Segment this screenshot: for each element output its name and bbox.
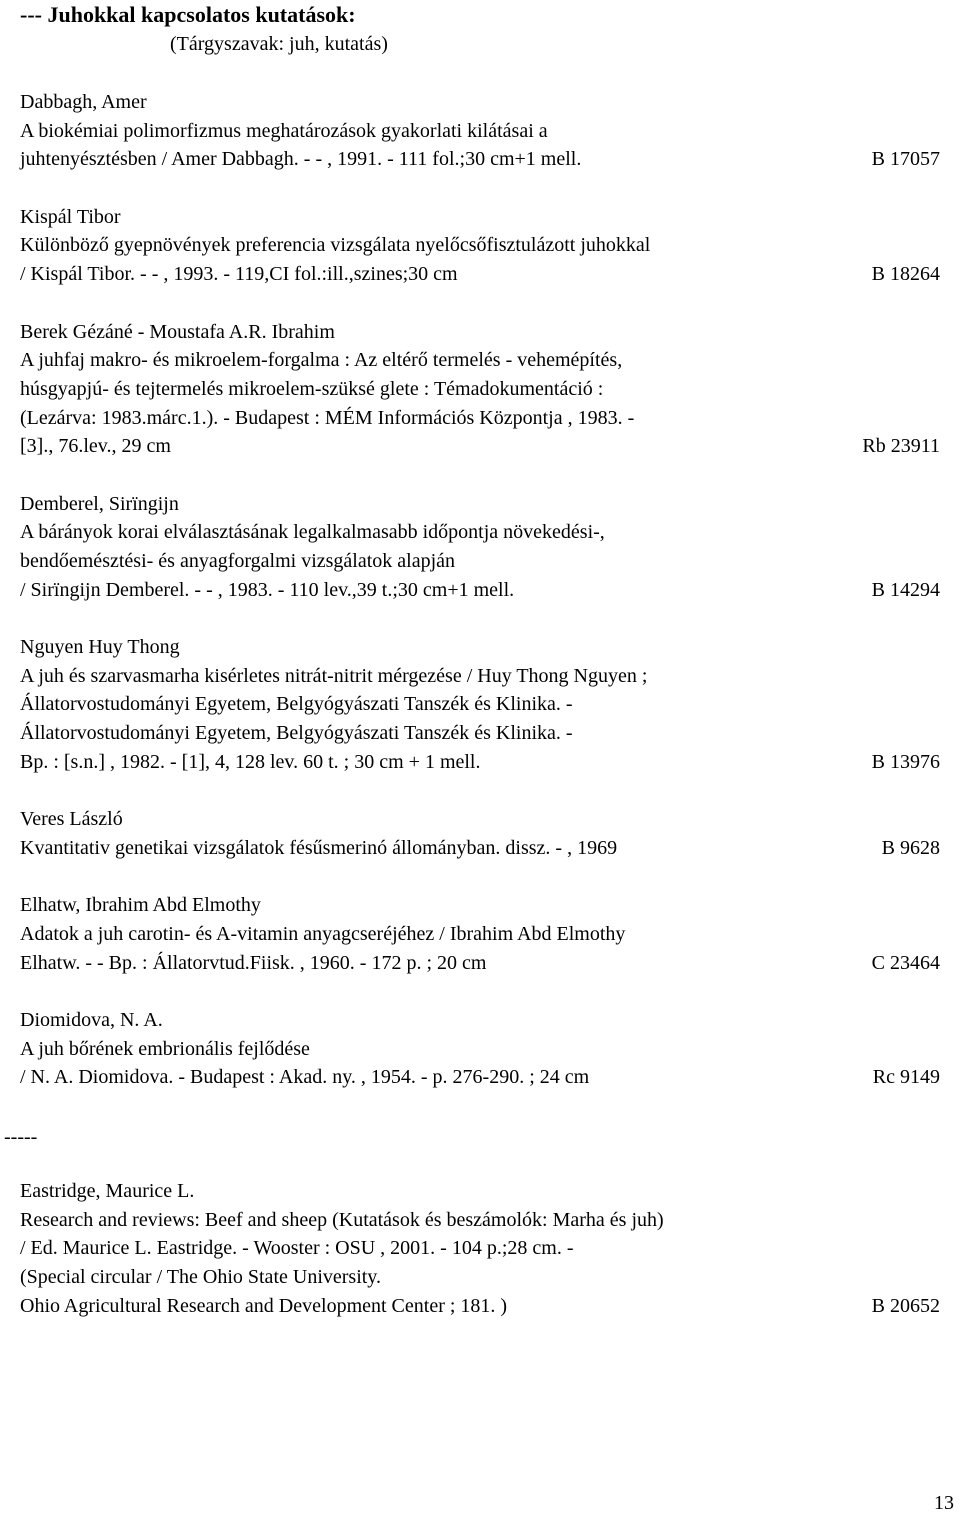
entry-author: Kispál Tibor [20, 205, 121, 228]
entry-text-line: Research and reviews: Beef and sheep (Kutatások és beszámolók: Marha és juh) [20, 1208, 664, 1231]
entry-text-line: A bárányok korai elválasztásának legalkalmasabb időpontja növekedési-, [20, 521, 605, 544]
shelf-mark: B 9628 [881, 836, 940, 859]
bibliography-entry [20, 203, 950, 289]
shelf-mark: B 20652 [871, 1294, 940, 1317]
entry-text-line: / N. A. Diomidova. - Budapest : Akad. ny. , 1954. - p. 276-290. ; 24 cm [20, 1066, 590, 1089]
section-heading: --- Juhokkal kapcsolatos kutatások: [20, 2, 356, 27]
entry-text-line: (Lezárva: 1983.márc.1.). - Budapest : MÉM Információs Központja , 1983. - [20, 406, 635, 429]
bibliography-entry [20, 891, 950, 977]
entry-text-line: Adatok a juh carotin- és A-vitamin anyagcseréjéhez / Ibrahim Abd Elmothy [20, 922, 626, 945]
entry-text-line: húsgyapjú- és tejtermelés mikroelem-szüksé glete : Témadokumentáció : [20, 377, 604, 400]
entry-text-line: (Special circular / The Ohio State University. [20, 1266, 382, 1289]
entry-author: Demberel, Sirïngijn [20, 492, 179, 515]
entry-text-line: Elhatw. - - Bp. : Állatorvtud.Fiisk. , 1960. - 172 p. ; 20 cm [20, 951, 487, 974]
subject-keywords: (Tárgyszavak: juh, kutatás) [170, 33, 388, 55]
entry-author: Veres László [20, 808, 123, 831]
separator-line: ----- [4, 1126, 38, 1148]
entry-text-line: Ohio Agricultural Research and Development Center ; 181. ) [20, 1294, 508, 1317]
bibliography-entry [20, 1177, 950, 1320]
shelf-mark: B 17057 [871, 148, 940, 171]
bibliography-entry [20, 490, 950, 605]
shelf-mark: B 13976 [871, 750, 940, 773]
bibliography-list-secondary [20, 1177, 950, 1349]
entry-text-line: / Kispál Tibor. - - , 1993. - 119,CI fol.:ill.,szines;30 cm [20, 263, 458, 286]
bibliography-entry [20, 1006, 950, 1092]
entry-text-line: A biokémiai polimorfizmus meghatározások gyakorlati kilátásai a [20, 119, 548, 142]
entry-text-line: Bp. : [s.n.] , 1982. - [1], 4, 128 lev. 60 t. ; 30 cm + 1 mell. [20, 750, 481, 773]
entry-text-line: A juh és szarvasmarha kisérletes nitrát-nitrit mérgezése / Huy Thong Nguyen ; [20, 664, 648, 687]
shelf-mark: B 14294 [871, 578, 940, 601]
shelf-mark: C 23464 [871, 951, 940, 974]
shelf-mark: Rb 23911 [862, 435, 940, 458]
entry-author: Diomidova, N. A. [20, 1009, 163, 1031]
bibliography-entry [20, 318, 950, 461]
entry-author: Berek Gézáné - Moustafa A.R. Ibrahim [20, 320, 335, 343]
entry-author: Nguyen Huy Thong [20, 636, 180, 659]
entry-text-line: juhtenyésztésben / Amer Dabbagh. - - , 1991. - 111 fol.;30 cm+1 mell. [20, 148, 582, 171]
entry-author: Dabbagh, Amer [20, 91, 147, 113]
entry-text-line: Különböző gyepnövények preferencia vizsgálata nyelőcsőfisztulázott juhokkal [20, 234, 651, 257]
entry-author: Eastridge, Maurice L. [20, 1180, 195, 1202]
entry-text-line: A juhfaj makro- és mikroelem-forgalma : Az eltérő termelés - vehemépítés, [20, 349, 623, 372]
entry-author: Elhatw, Ibrahim Abd Elmothy [20, 894, 261, 917]
bibliography-entry [20, 805, 950, 862]
shelf-mark: Rc 9149 [872, 1066, 940, 1089]
bibliography-list [20, 88, 950, 1121]
entry-text-line: / Sirïngijn Demberel. - - , 1983. - 110 lev.,39 t.;30 cm+1 mell. [20, 578, 515, 601]
entry-text-line: Kvantitativ genetikai vizsgálatok fésűsmerinó állományban. dissz. - , 1969 [20, 836, 618, 859]
entry-text-line: [3]., 76.lev., 29 cm [20, 435, 171, 458]
entry-text-line: Állatorvostudományi Egyetem, Belgyógyászati Tanszék és Klinika. - [20, 693, 573, 716]
entry-text-line: bendőemésztési- és anyagforgalmi vizsgálatok alapján [20, 550, 456, 572]
bibliography-entry [20, 633, 950, 776]
entry-text-line: A juh bőrének embrionális fejlődése [20, 1037, 310, 1060]
entry-text-line: / Ed. Maurice L. Eastridge. - Wooster : OSU , 2001. - 104 p.;28 cm. - [20, 1237, 574, 1260]
page-number: 13 [934, 1492, 954, 1514]
shelf-mark: B 18264 [871, 263, 940, 286]
entry-text-line: Állatorvostudományi Egyetem, Belgyógyászati Tanszék és Klinika. - [20, 722, 573, 745]
bibliography-entry [20, 88, 950, 174]
